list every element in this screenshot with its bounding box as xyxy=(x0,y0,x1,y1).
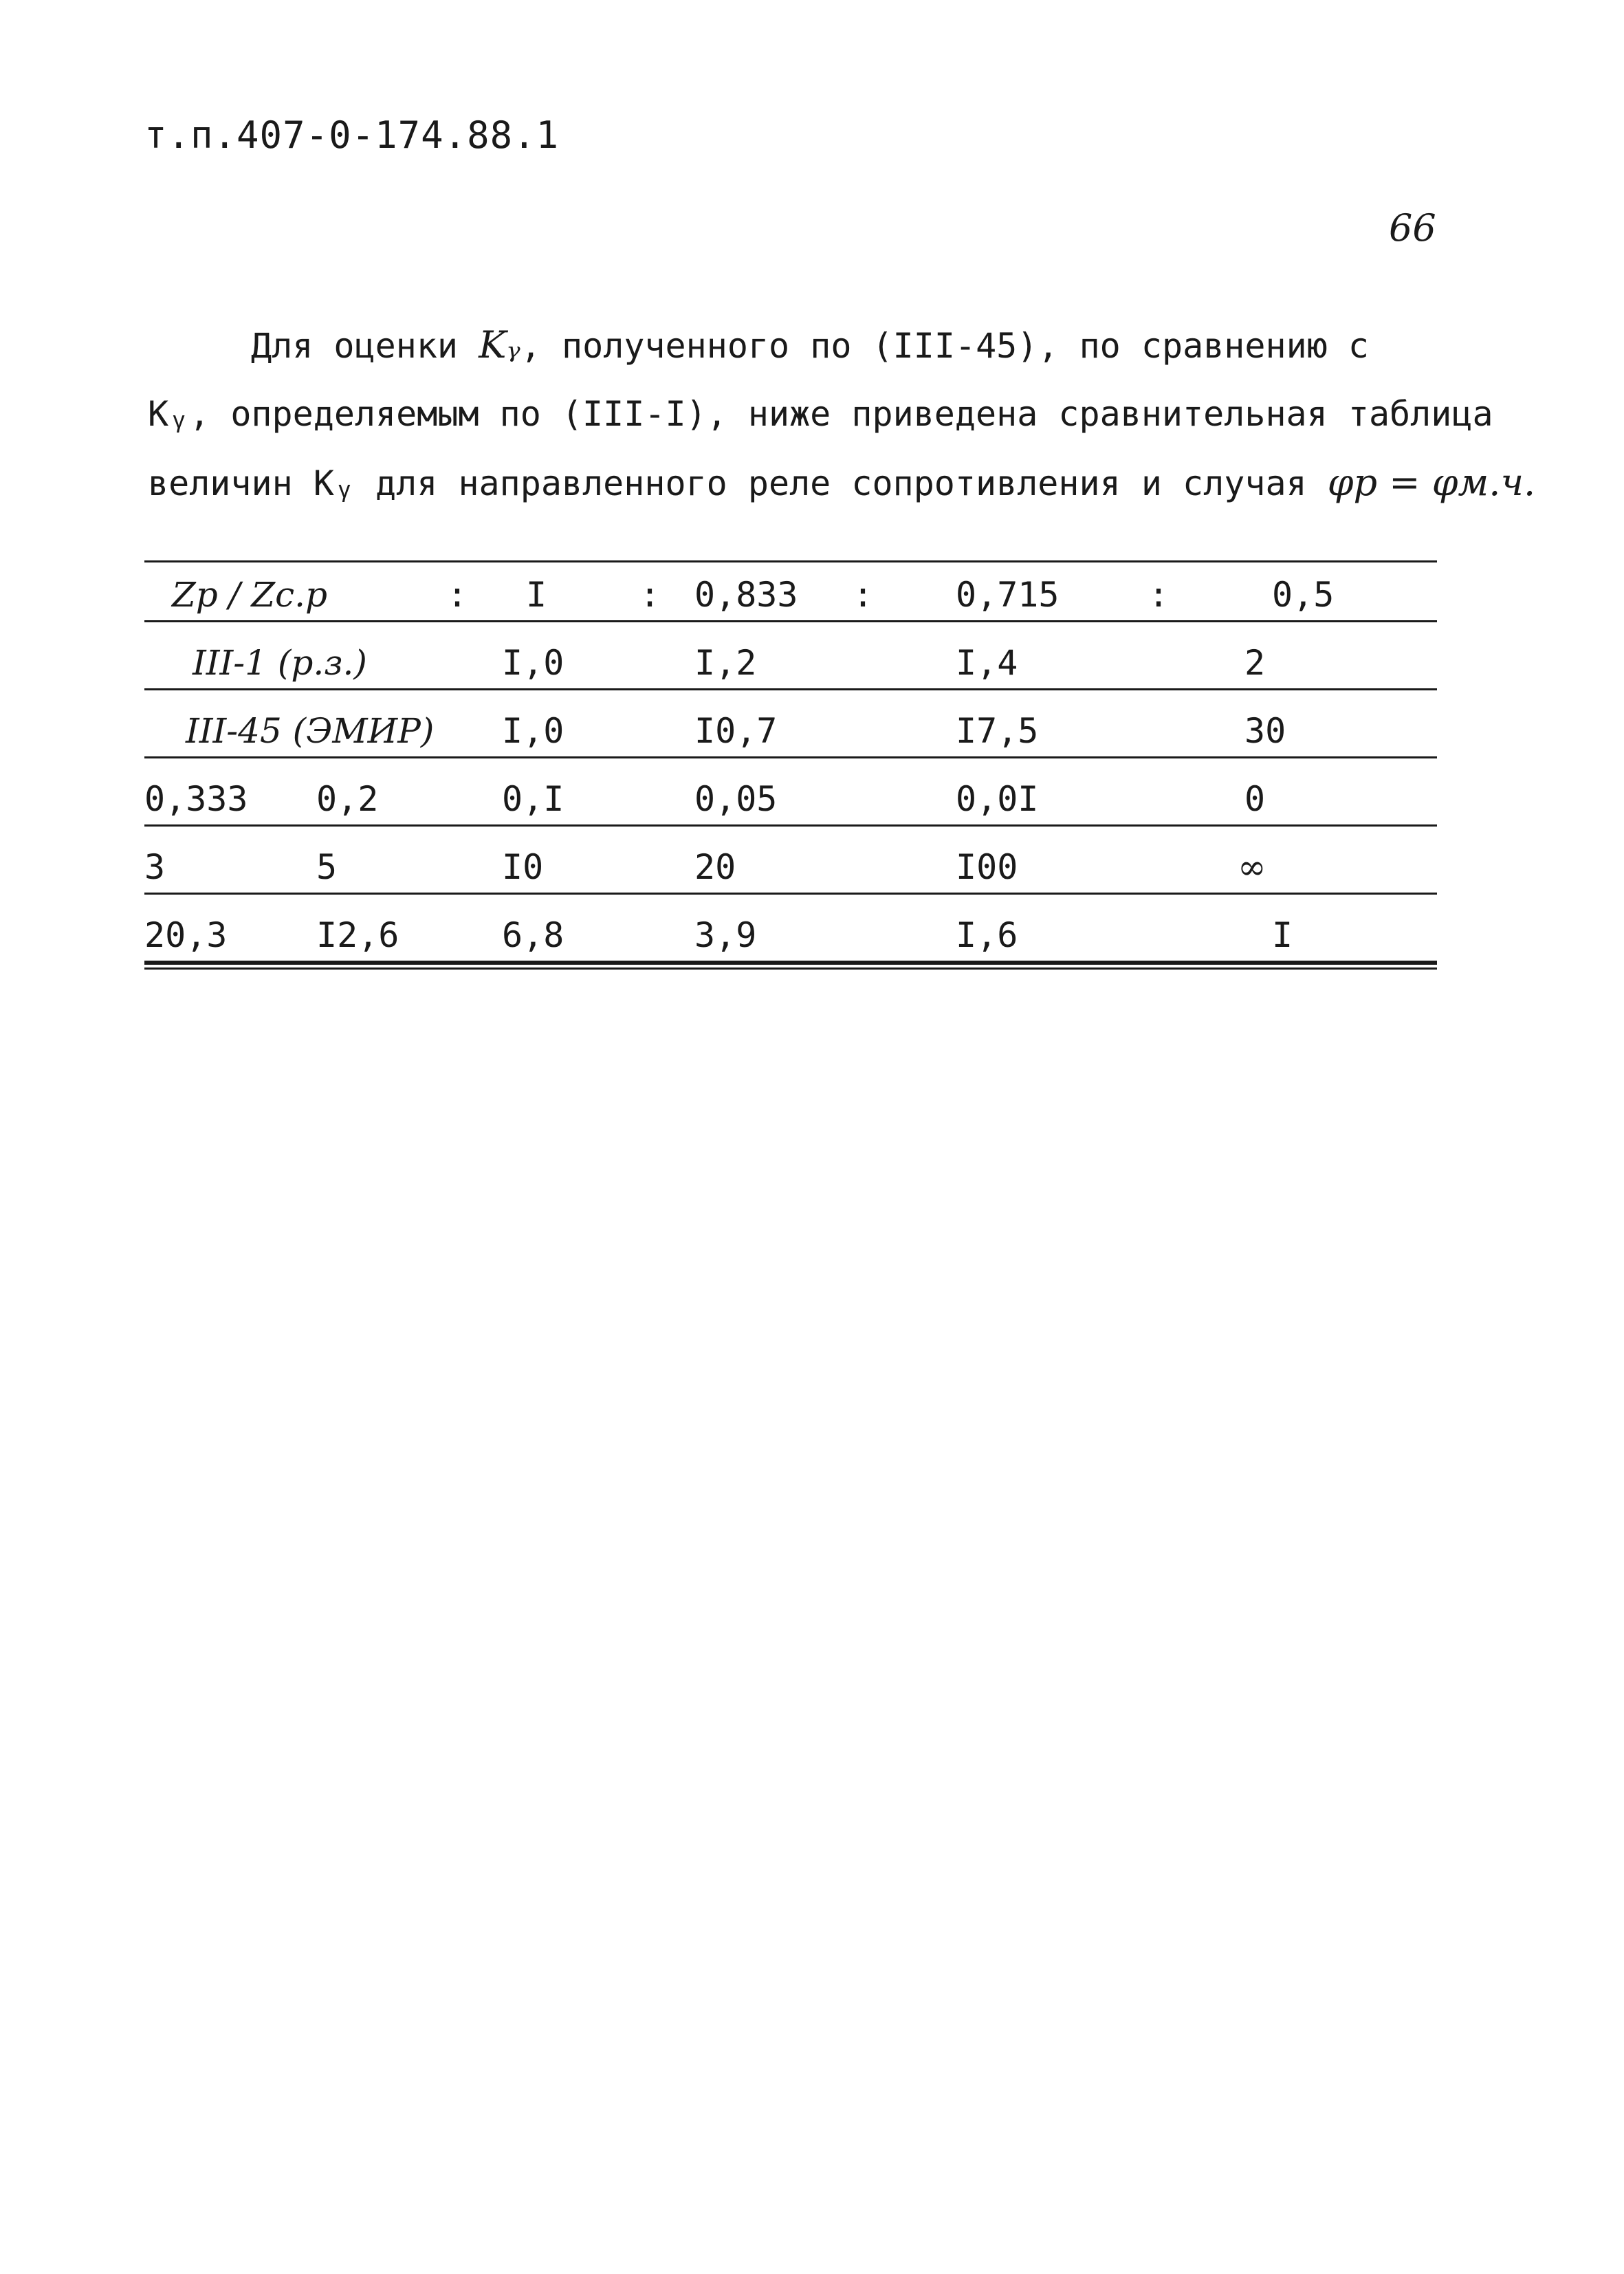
table-cell: I,2 xyxy=(694,643,757,683)
table-cell: I xyxy=(526,575,547,615)
table-row xyxy=(144,690,1437,758)
table-cell: 0,2 xyxy=(316,779,379,819)
table-row xyxy=(144,827,1437,895)
table-cell: III-1 (р.з.) xyxy=(193,643,367,683)
table-row xyxy=(144,895,1437,963)
table-cell: I00 xyxy=(956,847,1018,887)
table-row xyxy=(144,758,1437,827)
infinity-symbol: ∞ xyxy=(1238,847,1266,887)
paragraph-line-3 xyxy=(148,448,1544,517)
table-cell: I,6 xyxy=(956,915,1018,955)
table-cell: III-45 (ЭМИР) xyxy=(186,711,435,751)
paragraph-text: Для оценки xyxy=(251,326,479,366)
table-cell: I,0 xyxy=(502,711,564,751)
table-separator: : xyxy=(853,575,874,615)
table-cell: 2 xyxy=(1244,643,1266,683)
document-code: т.п.407-0-174.88.1 xyxy=(144,113,560,157)
table-row xyxy=(144,622,1437,690)
table-cell: 0,5 xyxy=(1272,575,1335,615)
table-cell: 3 xyxy=(144,847,166,887)
table-cell: Zp / Zс.р xyxy=(172,575,328,615)
table-cell: I0,7 xyxy=(694,711,778,751)
paragraph-line-2 xyxy=(148,380,1544,448)
table-cell: 0,715 xyxy=(956,575,1060,615)
table-cell: 20 xyxy=(694,847,736,887)
table-separator: : xyxy=(639,575,661,615)
table-separator: : xyxy=(1148,575,1170,615)
table-cell: 30 xyxy=(1244,711,1286,751)
table-cell: 0,333 xyxy=(144,779,248,819)
table-cell: I xyxy=(1272,915,1293,955)
table-separator: : xyxy=(447,575,468,615)
table-cell: 20,3 xyxy=(144,915,228,955)
paragraph-text: величин Kᵧ для направленного реле сопротивления и случая xyxy=(148,463,1328,503)
table-cell: 0,I xyxy=(502,779,564,819)
table-cell: I,4 xyxy=(956,643,1018,683)
table-cell: 0,05 xyxy=(694,779,778,819)
paragraph-text: , полученного по (III-45), по сравнению с xyxy=(520,326,1370,366)
table-cell: 6,8 xyxy=(502,915,564,955)
paragraph-line-1 xyxy=(148,311,1544,380)
table-cell: I0 xyxy=(502,847,544,887)
table-cell: I7,5 xyxy=(956,711,1039,751)
table-cell: 0,833 xyxy=(694,575,798,615)
intro-paragraph xyxy=(148,311,1544,517)
table-cell: 0,0I xyxy=(956,779,1039,819)
table-cell: 3,9 xyxy=(694,915,757,955)
table-cell: I,0 xyxy=(502,643,564,683)
k-gamma-symbol: Kᵧ xyxy=(479,323,520,367)
table-cell: 5 xyxy=(316,847,338,887)
table-row xyxy=(144,562,1437,622)
table-cell: 0 xyxy=(1244,779,1266,819)
comparison-table xyxy=(144,560,1437,970)
table-bottom-rule xyxy=(144,963,1437,970)
phi-equation: φp = φм.ч. xyxy=(1327,461,1536,504)
paragraph-text: Kᵧ, определяемым по (III-I), ниже приведена сравнительная таблица xyxy=(148,394,1493,434)
table-cell: I2,6 xyxy=(316,915,399,955)
page-number: 66 xyxy=(1389,206,1436,250)
